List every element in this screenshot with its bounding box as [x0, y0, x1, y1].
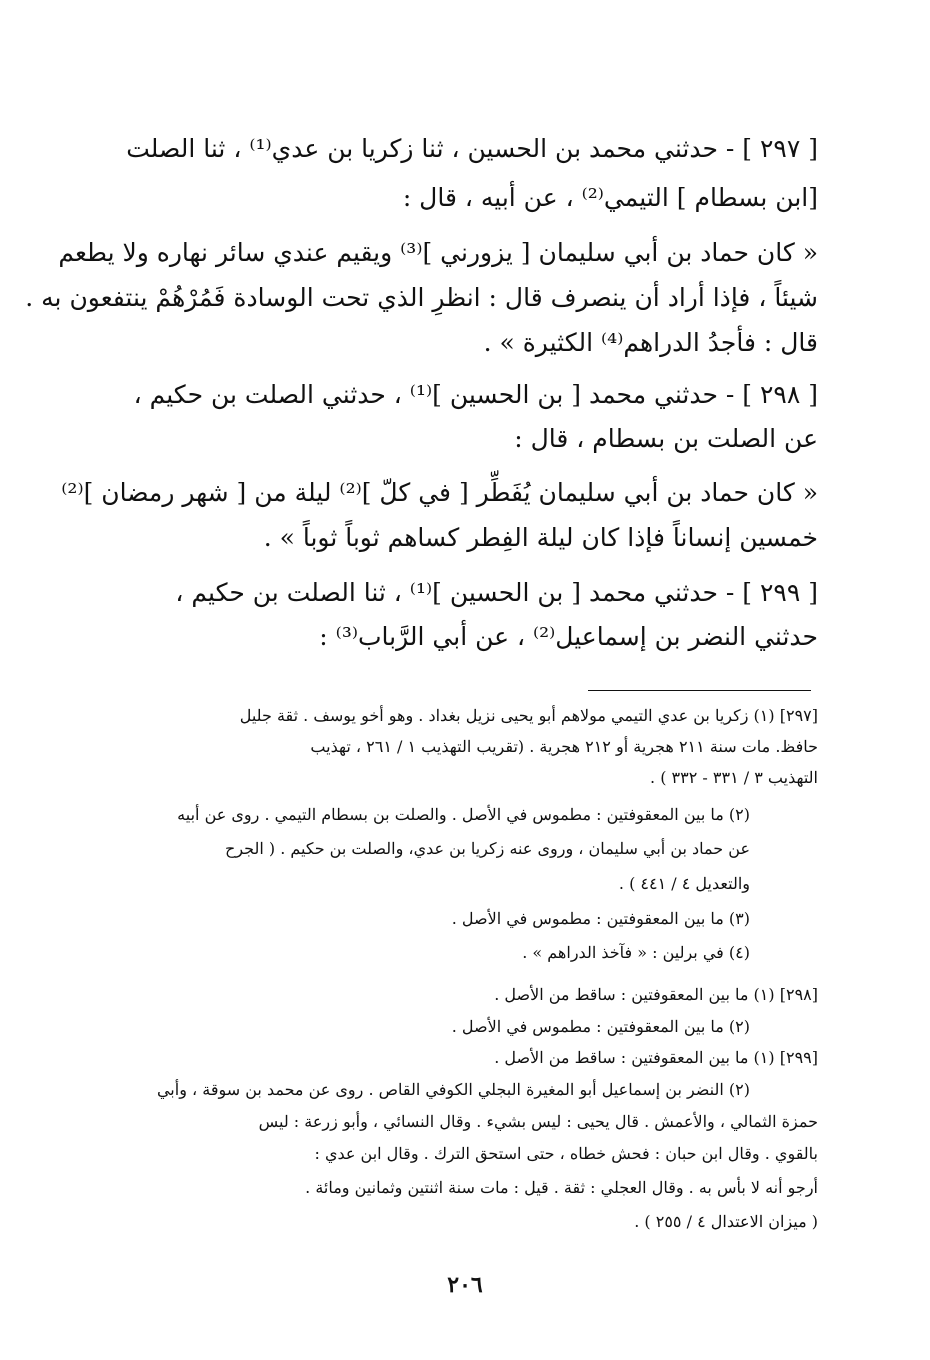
footnote-297-3: (٣) ما بين المعقوفتين : مطموس في الأصل . [451, 909, 750, 928]
footnote-298-2: (٢) ما بين المعقوفتين : مطموس في الأصل . [451, 1017, 750, 1036]
footnote-297-1-line-2: حافظ. مات سنة ٢١١ هجرية أو ٢١٢ هجرية . (تقريب التهذيب ١ / ٢٦١ ، تهذيب [310, 737, 818, 756]
footnote-299-2-line-4: أرجو أنه لا بأس به . وقال العجلي : ثقة . قيل : مات سنة اثنتين وثمانين ومائة . [305, 1178, 818, 1197]
hadith-297-line-1: [ ٢٩٧ ] - حدثني محمد بن الحسين ، ثنا زكريا بن عدي⁽¹⁾ ، ثنا الصلت [126, 134, 818, 163]
hadith-299-line-1: [ ٢٩٩ ] - حدثني محمد [ بن الحسين ]⁽¹⁾ ، ثنا الصلت بن حكيم ، [175, 578, 818, 607]
footnote-297-4: (٤) في برلين : « فآخذ الدراهم » . [522, 943, 750, 962]
hadith-298-line-1: [ ٢٩٨ ] - حدثني محمد [ بن الحسين ]⁽¹⁾ ، حدثني الصلت بن حكيم ، [133, 380, 818, 409]
footnote-299-2-line-2: حمزة الثمالي ، والأعمش . قال يحيى : ليس بشيء . وقال النسائي ، وأبو زرعة : ليس [258, 1112, 818, 1131]
footnote-297-2-line-2: عن حماد بن أبي سليمان ، وروى عنه زكريا بن عدي، والصلت بن حكيم . ( الجرح [225, 839, 750, 858]
footnote-297-1-line-3: التهذيب ٣ / ٣٣١ - ٣٣٢ ) . [650, 768, 818, 787]
footnote-299-2-line-3: بالقوي . وقال ابن حبان : فحش خطاه ، حتى استحق الترك . وقال ابن عدي : [314, 1144, 818, 1163]
footnote-297-2-line-1: (٢) ما بين المعقوفتين : مطموس في الأصل . والصلت بن بسطام التيمي . روى عن أبيه [177, 805, 750, 824]
footnote-298-1: [٢٩٨] (١) ما بين المعقوفتين : ساقط من الأصل . [494, 985, 818, 1004]
footnote-separator [588, 690, 811, 691]
page-number: ٢٠٦ [447, 1272, 483, 1298]
hadith-298-quote-line-2: خمسين إنساناً فإذا كان ليلة الفِطر كساهم ثوباً ثوباً » . [263, 523, 818, 552]
hadith-297-quote-line-2: شيئاً ، فإذا أراد أن ينصرف قال : انظرِ الذي تحت الوسادة فَمُرْهُمْ ينتفعون به . [25, 283, 818, 312]
hadith-297-quote-line-3: قال : فأجدُ الدراهم⁽⁴⁾ الكثيرة » . [483, 328, 818, 357]
hadith-297-quote-line-1: « كان حماد بن أبي سليمان [ يزورني ]⁽³⁾ ويقيم عندي سائر نهاره ولا يطعم [58, 238, 818, 267]
hadith-298-line-2: عن الصلت بن بسطام ، قال : [514, 424, 818, 453]
hadith-298-quote-line-1: « كان حماد بن أبي سليمان يُفَطِّر [ في كلّ ]⁽²⁾ ليلة من [ شهر رمضان ]⁽²⁾ [61, 478, 818, 507]
footnote-299-1: [٢٩٩] (١) ما بين المعقوفتين : ساقط من الأصل . [494, 1048, 818, 1067]
footnote-299-2-line-5: ( ميزان الاعتدال ٤ / ٢٥٥ ) . [634, 1212, 818, 1231]
footnote-297-1-line-1: [٢٩٧] (١) زكريا بن عدي التيمي مولاهم أبو يحيى نزيل بغداد . وهو أخو يوسف . ثقة جليل [239, 706, 818, 725]
footnote-297-2-line-3: والتعديل ٤ / ٤٤١ ) . [618, 874, 750, 893]
hadith-299-line-2: حدثني النضر بن إسماعيل⁽²⁾ ، عن أبي الرَّباب⁽³⁾ : [319, 622, 818, 651]
hadith-297-line-2: [ابن بسطام ] التيمي⁽²⁾ ، عن أبيه ، قال : [402, 183, 818, 212]
footnote-299-2-line-1: (٢) النضر بن إسماعيل أبو المغيرة البجلي الكوفي القاص . روى عن محمد بن سوقة ، وأبي [156, 1080, 750, 1099]
